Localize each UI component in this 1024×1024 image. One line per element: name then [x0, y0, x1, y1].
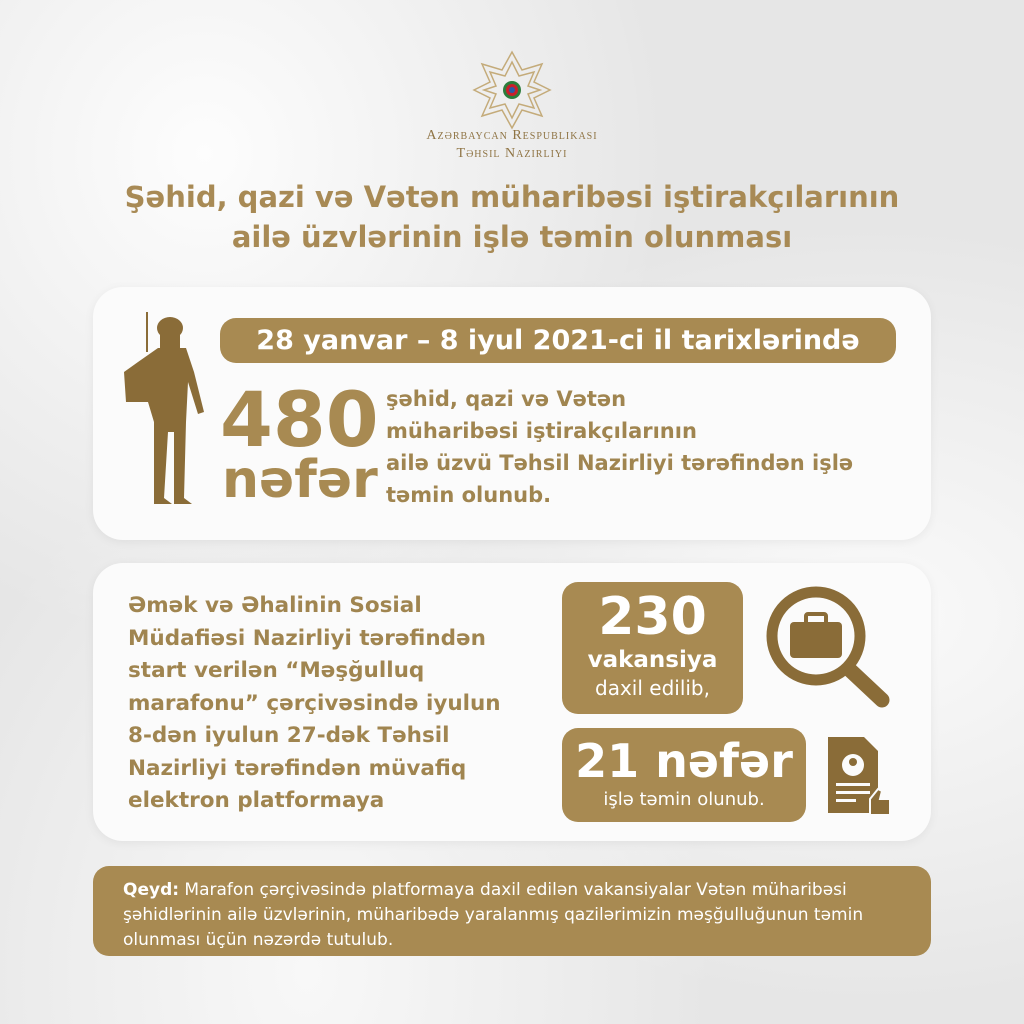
- resume-thumbs-up-icon: [824, 735, 892, 817]
- description-line: ailə üzvü Təhsil Nazirliyi tərəfindən işlə: [386, 451, 854, 475]
- vacancies-box: [562, 582, 743, 714]
- description-line: Nazirliyi tərəfindən müvafiq: [128, 755, 467, 781]
- ministry-name-line1: Azərbaycan Respublikası: [426, 128, 598, 143]
- employed-count-unit: nəfər: [222, 450, 378, 510]
- page-title-line2: ailə üzvlərinin işlə təmin olunması: [231, 220, 793, 254]
- description-line: təmin olunub.: [386, 483, 552, 507]
- ministry-name-line2: Təhsil Nazirliyi: [456, 146, 568, 161]
- briefcase-search-icon: [764, 584, 892, 708]
- vacancies-label: vakansiya: [587, 647, 718, 673]
- vacancies-count: 230: [598, 587, 707, 647]
- description-line: Müdafiəsi Nazirliyi tərəfindən: [128, 625, 486, 651]
- description-line: elektron platformaya: [128, 788, 385, 813]
- note-text: Marafon çərçivəsində platformaya daxil edilən vakansiyalar Vətən müharibəsi şəhidlərinin ailə üzvlərinin, müharibədə yaralanmış qazilərimizin məşğulluğunun təmin olunması üçün nəzərdə tutulub.: [123, 880, 864, 950]
- marathon-employed-note: işlə təmin olunub.: [603, 789, 765, 810]
- vacancies-note: daxil edilib,: [595, 676, 710, 700]
- description-line: start verilən “Məşğulluq: [128, 658, 425, 683]
- date-range-pill: 28 yanvar – 8 iyul 2021-ci il tarixlərində: [220, 318, 896, 363]
- description-line: şəhid, qazi və Vətən: [386, 387, 627, 411]
- note-label: Qeyd:: [123, 880, 180, 900]
- description-line: marafonu” çərçivəsində iyulun: [128, 690, 501, 716]
- soldier-icon: [118, 312, 210, 508]
- employed-count: 480: [220, 375, 379, 464]
- description-line: Əmək və Əhalinin Sosial: [128, 593, 422, 618]
- employed-description: [386, 383, 853, 511]
- ministry-emblem-icon: [472, 50, 552, 130]
- marathon-description: [128, 590, 501, 818]
- description-line: 8-dən iyulun 27-dək Təhsil: [128, 723, 450, 748]
- note-box: [93, 866, 931, 956]
- description-line: müharibəsi iştirakçılarının: [386, 419, 697, 443]
- marathon-employed-count: 21 nəfər: [575, 734, 793, 788]
- employed-marathon-box: [562, 728, 806, 822]
- page-title-line1: Şəhid, qazi və Vətən müharibəsi iştirakçılarının: [124, 180, 900, 214]
